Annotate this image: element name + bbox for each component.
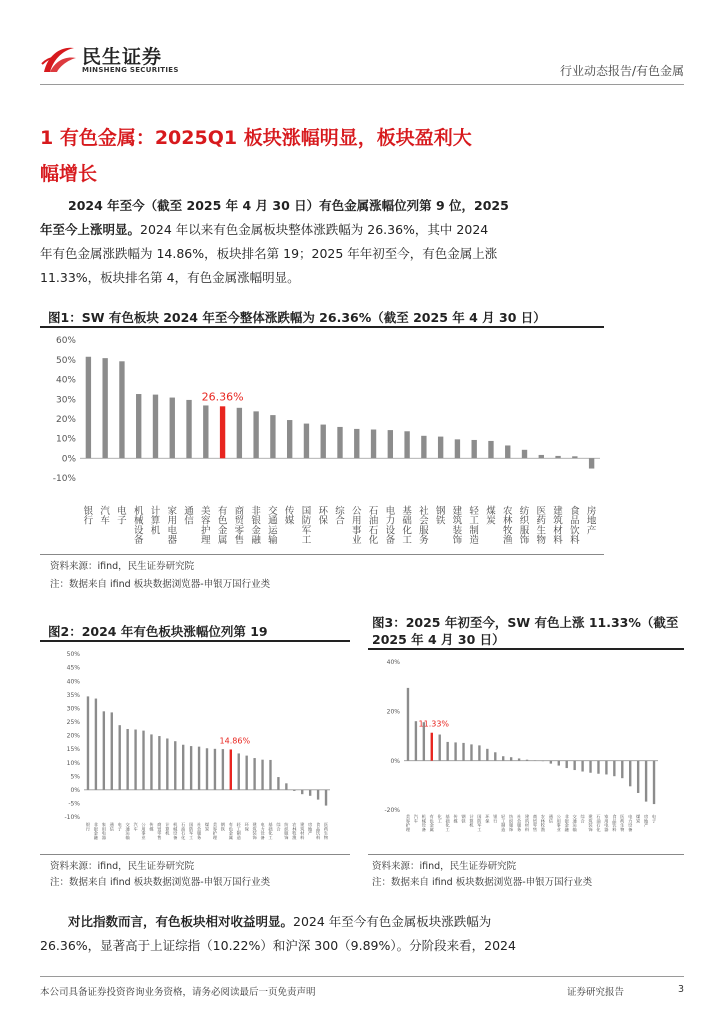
figure3-top-rule: [368, 648, 684, 650]
x-tick-label: 轻工制造: [469, 506, 479, 547]
x-tick-label: 石油石化: [596, 814, 601, 832]
logo-text-cn: 民生证券: [82, 46, 163, 68]
bar: [119, 725, 121, 790]
x-tick-label: 农林牧渔: [502, 506, 513, 547]
x-tick-label: 轻工制造: [236, 822, 241, 840]
bar: [237, 408, 242, 458]
bar: [542, 761, 544, 762]
figure1-title: 图1：SW 有色板块 2024 年至今整体涨跌幅为 26.36%（截至 2025 年 4 月 30 日）: [48, 310, 546, 325]
bar: [550, 761, 552, 764]
bar: [404, 431, 409, 458]
x-tick-label: 食品饮料: [612, 814, 617, 832]
y-tick-label: 50%: [66, 651, 80, 659]
y-tick-label: 20%: [55, 415, 76, 426]
figure3-source: 资料来源：ifind，民生证券研究院: [372, 861, 517, 872]
y-tick-label: -10%: [64, 814, 80, 822]
bar: [510, 757, 512, 760]
bar: [555, 456, 560, 458]
bar: [126, 729, 128, 790]
x-tick-label: 纺织服饰: [519, 506, 530, 547]
bar: [478, 745, 480, 760]
bar: [190, 746, 192, 790]
x-tick-label: 建筑装饰: [252, 822, 257, 840]
highlight-data-label: 11.33%: [418, 719, 450, 729]
y-tick-label: -10%: [52, 474, 76, 485]
y-tick-label: -5%: [68, 800, 80, 808]
bar: [645, 761, 647, 802]
y-tick-label: 20%: [386, 708, 400, 716]
x-tick-label: 医药生物: [536, 506, 547, 547]
bar: [589, 761, 591, 773]
bar: [174, 741, 176, 790]
footer-label: 证券研究报告: [566, 987, 624, 998]
x-tick-label: 电力设备: [628, 814, 633, 832]
x-tick-label: 家用电器: [101, 822, 106, 840]
y-tick-label: 20%: [66, 732, 80, 740]
x-tick-label: 农林牧渔: [540, 814, 546, 832]
para1-line3: 年有色金属涨跌幅为 14.86%，板块排名第 19；2025 年年初至今，有色金属上涨: [40, 246, 498, 261]
report-type: 行业动态报告/有色金属: [559, 64, 684, 78]
bar: [613, 761, 615, 777]
bar: [558, 761, 560, 766]
x-tick-label: 煤炭: [204, 822, 210, 832]
bar: [337, 427, 342, 458]
bar: [526, 760, 528, 761]
bar: [470, 744, 472, 760]
x-tick-label: 食品饮料: [570, 506, 580, 547]
y-tick-label: 50%: [55, 355, 76, 366]
highlight-data-label: 14.86%: [219, 736, 251, 746]
y-tick-label: 10%: [66, 759, 80, 767]
bar: [621, 761, 623, 779]
y-tick-label: 30%: [66, 705, 80, 713]
bar: [238, 753, 240, 789]
y-tick-label: 0%: [390, 757, 400, 765]
x-tick-label: 公用事业: [352, 506, 362, 547]
bar: [166, 738, 168, 789]
bar: [522, 450, 527, 458]
x-tick-label: 美容护理: [405, 814, 411, 832]
x-tick-label: 建筑装饰: [452, 506, 463, 547]
figure1-note: 注：数据来自 ifind 板块数据浏览器-申银万国行业类: [50, 579, 271, 590]
para1-bold2: 年至今上涨明显。: [40, 222, 141, 237]
bar: [589, 458, 594, 468]
bar: [486, 749, 488, 761]
bar: [431, 733, 433, 761]
bar: [534, 760, 536, 761]
bar: [102, 358, 107, 458]
x-tick-label: 基础化工: [445, 814, 450, 832]
x-tick-label: 家用电器: [167, 506, 178, 547]
x-tick-label: 公用事业: [141, 822, 146, 840]
figure2-bottom-rule: [40, 854, 350, 855]
bar: [518, 758, 520, 760]
figure2-chart: [40, 644, 350, 852]
bar: [454, 742, 456, 760]
bar: [220, 406, 225, 458]
x-tick-label: 综合: [335, 506, 345, 527]
bar: [186, 400, 191, 458]
para2-line2: 26.36%，显著高于上证综指（10.22%）和沪深 300（9.89%）。分阶段来看，2024: [40, 938, 516, 953]
x-tick-label: 电力设备: [385, 506, 396, 547]
para1-rest2: 2024 年以来有色金属板块整体涨跌幅为 26.36%，其中 2024: [140, 222, 489, 237]
figure1-top-rule: [40, 326, 604, 328]
x-tick-label: 银行: [85, 822, 91, 832]
x-tick-label: 电子: [117, 506, 127, 527]
bar: [597, 761, 599, 774]
bar: [354, 429, 359, 458]
bar: [581, 761, 583, 772]
figure2-source: 资料来源：ifind，民生证券研究院: [50, 861, 195, 872]
bar: [142, 731, 144, 790]
bar: [150, 734, 152, 789]
x-tick-label: 煤炭: [636, 814, 641, 824]
y-tick-label: 30%: [55, 395, 76, 406]
bar: [438, 437, 443, 459]
figure3-chart: [368, 652, 684, 852]
figure2-top-rule: [40, 640, 350, 642]
y-tick-label: 45%: [66, 664, 80, 672]
x-tick-label: 通信: [109, 822, 114, 832]
x-tick-label: 钢铁: [220, 822, 225, 832]
bar: [321, 425, 326, 459]
bar: [222, 749, 224, 790]
company-logo: [40, 42, 180, 78]
x-tick-label: 基础化工: [268, 822, 273, 840]
figure2-note: 注：数据来自 ifind 板块数据浏览器-申银万国行业类: [50, 877, 271, 888]
x-tick-label: 化工: [437, 814, 442, 824]
y-tick-label: 35%: [66, 691, 80, 699]
x-tick-label: 非银金融: [93, 822, 99, 840]
x-tick-label: 国防军工: [477, 814, 482, 832]
paragraph-1: [40, 194, 684, 290]
x-tick-label: 有色金属: [429, 814, 434, 832]
x-tick-label: 通信: [184, 506, 194, 527]
x-tick-label: 机械设备: [133, 506, 144, 547]
highlight-data-label: 26.36%: [201, 390, 244, 404]
bar: [111, 712, 113, 789]
bar: [605, 761, 607, 775]
bar: [446, 742, 448, 761]
bar: [198, 747, 200, 790]
x-tick-label: 商贸零售: [234, 506, 245, 547]
figure3-title-line2: 2025 年 4 月 30 日）: [372, 632, 505, 647]
y-tick-label: 40%: [386, 659, 400, 667]
bar: [261, 760, 263, 790]
x-tick-label: 钢铁: [461, 814, 466, 824]
x-tick-label: 电子: [117, 822, 122, 832]
x-tick-label: 食品饮料: [315, 822, 321, 840]
x-tick-label: 非银金融: [564, 814, 569, 832]
y-tick-label: 40%: [55, 375, 76, 386]
x-tick-label: 建筑材料: [524, 814, 530, 832]
x-tick-label: 银行: [493, 814, 498, 824]
para2-rest1: 2024 年至今有色金属板块涨跌幅为: [293, 914, 492, 929]
bar: [158, 736, 160, 790]
bar: [653, 761, 655, 804]
bar: [488, 441, 493, 458]
bar: [119, 361, 124, 458]
x-tick-label: 医药生物: [620, 814, 625, 832]
bar: [472, 440, 477, 458]
x-tick-label: 电子: [651, 814, 657, 824]
figure3-title-line1: 图3：2025 年初至今，SW 有色上涨 11.33%（截至: [372, 615, 679, 630]
section-title-line2: 幅增长: [40, 163, 98, 185]
x-tick-label: 综合: [276, 822, 281, 832]
x-tick-label: 建筑材料: [300, 822, 305, 840]
x-tick-label: 传媒: [149, 822, 154, 832]
x-tick-label: 综合: [580, 814, 585, 824]
x-tick-label: 家用电器: [604, 814, 609, 832]
x-tick-label: 国防军工: [189, 822, 194, 840]
y-tick-label: -20%: [384, 807, 400, 815]
bar: [439, 735, 441, 761]
x-tick-label: 社会服务: [196, 822, 202, 840]
x-tick-label: 社会服务: [419, 506, 429, 547]
bar: [86, 357, 91, 459]
x-tick-label: 建筑材料: [553, 506, 563, 547]
x-tick-label: 轻工制造: [501, 814, 506, 832]
bar: [285, 783, 287, 790]
x-tick-label: 房地产: [308, 822, 313, 836]
bar: [203, 405, 208, 458]
x-tick-label: 机械设备: [421, 814, 426, 832]
bar: [103, 711, 105, 790]
x-tick-label: 交通运输: [268, 506, 278, 547]
x-tick-label: 美容护理: [212, 822, 218, 840]
x-tick-label: 商贸零售: [532, 814, 538, 832]
x-tick-label: 计算机: [469, 814, 474, 828]
bar: [87, 696, 89, 789]
bar: [269, 760, 271, 790]
y-tick-label: 5%: [70, 773, 80, 781]
x-tick-label: 农林牧渔: [292, 822, 297, 840]
bar: [253, 758, 255, 790]
x-tick-label: 交通运输: [572, 814, 577, 832]
footer-divider: [40, 976, 684, 977]
bar: [566, 761, 568, 768]
x-tick-label: 计算机: [150, 506, 161, 537]
x-tick-label: 有色金属: [228, 822, 233, 840]
bar: [134, 730, 136, 790]
bar: [301, 790, 303, 794]
bar: [304, 424, 309, 459]
x-tick-label: 汽车: [133, 822, 138, 832]
logo-text-en: MINSHENG SECURITIES: [82, 66, 179, 74]
y-tick-label: 0%: [70, 786, 80, 794]
y-tick-label: 10%: [55, 434, 76, 445]
x-tick-label: 国防军工: [301, 506, 312, 547]
y-tick-label: 25%: [66, 719, 80, 727]
x-tick-label: 环保: [318, 506, 328, 527]
x-tick-label: 基础化工: [402, 506, 412, 547]
bar: [462, 743, 464, 761]
bar: [505, 445, 510, 458]
x-tick-label: 美容护理: [201, 506, 211, 547]
para1-bold1: 2024 年至今（截至 2025 年 4 月 30 日）有色金属涨幅位列第 9 位，2025: [68, 198, 509, 213]
figure2-title: 图2：2024 年有色板块涨幅位列第 19: [48, 624, 268, 639]
x-tick-label: 通信: [548, 814, 553, 824]
x-tick-label: 交通运输: [125, 822, 130, 840]
bar: [388, 430, 393, 458]
header-divider: [40, 84, 684, 85]
para2-bold: 对比指数而言，有色板块相对收益明显。: [68, 914, 294, 929]
section-title-line1: 1 有色金属：2025Q1 板块涨幅明显，板块盈利大: [40, 127, 472, 149]
x-tick-label: 计算机: [165, 822, 170, 836]
x-tick-label: 社会服务: [516, 814, 522, 832]
bar: [325, 790, 327, 806]
x-tick-label: 有色金属: [217, 506, 228, 547]
y-tick-label: 40%: [66, 678, 80, 686]
bar: [502, 756, 504, 760]
logo-mark-icon: [40, 42, 78, 78]
bar: [153, 395, 158, 459]
y-tick-label: 0%: [61, 454, 76, 465]
bar: [95, 699, 97, 790]
x-tick-label: 钢铁: [435, 506, 446, 527]
bar: [637, 761, 639, 793]
x-tick-label: 机械设备: [173, 822, 178, 840]
bar: [407, 688, 409, 761]
bar: [629, 761, 631, 787]
x-tick-label: 医药生物: [323, 822, 329, 840]
x-tick-label: 汽车: [413, 814, 419, 824]
x-tick-label: 环保: [244, 822, 249, 832]
x-tick-label: 传媒: [284, 506, 295, 527]
x-tick-label: 电力设备: [260, 822, 265, 840]
bar: [270, 415, 275, 458]
x-tick-label: 建筑装饰: [588, 814, 593, 832]
x-tick-label: 石油石化: [368, 506, 379, 547]
bar: [371, 430, 376, 459]
x-tick-label: 公用事业: [556, 814, 561, 832]
x-tick-label: 石油石化: [181, 822, 186, 840]
y-tick-label: 15%: [66, 746, 80, 754]
page-number: 3: [677, 984, 684, 995]
bar: [494, 752, 496, 760]
figure1-source: 资料来源：ifind，民生证券研究院: [50, 561, 195, 572]
bar: [415, 721, 417, 760]
bar: [293, 790, 295, 791]
bar: [539, 455, 544, 458]
bar: [317, 790, 319, 800]
bar: [182, 745, 184, 790]
bar: [277, 777, 279, 790]
figure1-chart: [40, 330, 604, 552]
bar: [136, 394, 141, 458]
bar: [421, 436, 426, 458]
x-tick-label: 房地产: [643, 814, 649, 828]
bar: [230, 749, 232, 789]
x-tick-label: 商贸零售: [157, 822, 162, 840]
figure1-bottom-rule: [40, 554, 604, 555]
footer-disclaimer: 本公司具备证券投资咨询业务资格，请务必阅读最后一页免责声明: [40, 987, 316, 998]
x-tick-label: 纺织服饰: [509, 814, 514, 832]
x-tick-label: 非银金融: [251, 506, 261, 547]
figure3-bottom-rule: [368, 854, 684, 855]
para1-line4: 11.33%，板块排名第 4，有色金属涨幅明显。: [40, 270, 300, 285]
bar: [206, 748, 208, 790]
paragraph-2: [40, 910, 684, 958]
y-tick-label: 60%: [55, 336, 76, 347]
x-tick-label: 房地产: [586, 506, 597, 537]
figure3-note: 注：数据来自 ifind 板块数据浏览器-申银万国行业类: [372, 877, 593, 888]
x-tick-label: 环保: [485, 814, 490, 824]
x-tick-label: 银行: [83, 506, 94, 527]
bar: [245, 756, 247, 790]
x-tick-label: 汽车: [100, 506, 110, 527]
bar: [455, 439, 460, 458]
x-tick-label: 纺织服饰: [284, 822, 289, 840]
x-tick-label: 传媒: [453, 814, 458, 824]
x-tick-label: 煤炭: [486, 506, 496, 527]
bar: [287, 420, 292, 458]
bar: [253, 411, 258, 458]
bar: [214, 749, 216, 790]
bar: [573, 761, 575, 770]
bar: [572, 456, 577, 458]
bar: [309, 790, 311, 796]
bar: [170, 398, 175, 459]
